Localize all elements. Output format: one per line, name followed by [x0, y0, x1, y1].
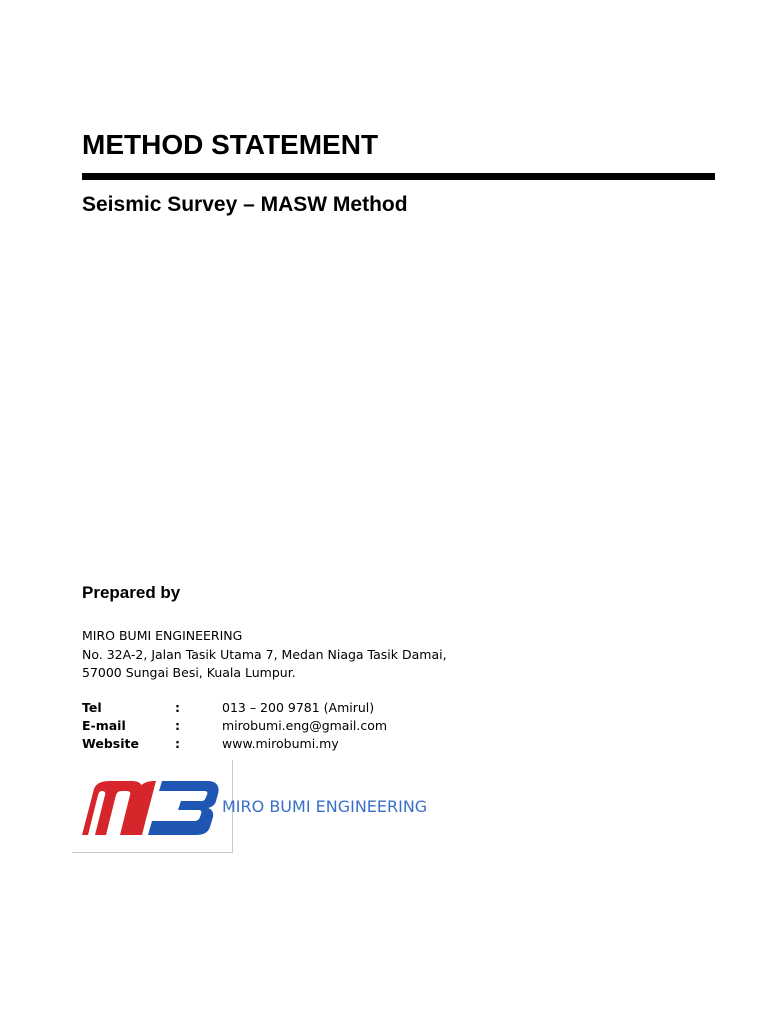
contact-value-tel: 013 – 200 9781 (Amirul) [222, 700, 375, 715]
company-address [82, 627, 447, 683]
document-subtitle: Seismic Survey – MASW Method [82, 193, 408, 216]
contact-row-email [82, 717, 387, 735]
contact-row-tel [82, 699, 387, 717]
contact-separator: : [175, 736, 180, 752]
address-street: No. 32A-2, Jalan Tasik Utama 7, Medan Niaga Tasik Damai, [82, 646, 447, 662]
contact-label-website: Website [82, 736, 139, 752]
contact-value-website: www.mirobumi.my [222, 736, 339, 752]
address-company-name: MIRO BUMI ENGINEERING [82, 628, 243, 643]
document-title: METHOD STATEMENT [82, 129, 379, 160]
mb-logo-icon [82, 779, 220, 837]
company-logo-frame [72, 760, 233, 853]
contact-details [82, 699, 387, 754]
contact-label-tel: Tel [82, 700, 102, 715]
address-city: 57000 Sungai Besi, Kuala Lumpur. [82, 665, 296, 680]
title-divider [82, 173, 715, 180]
contact-label-email: E-mail [82, 718, 126, 734]
contact-separator: : [175, 700, 180, 715]
logo-b-shape [148, 781, 219, 835]
contact-value-email: mirobumi.eng@gmail.com [222, 718, 388, 734]
contact-row-website [82, 735, 387, 753]
prepared-by-heading: Prepared by [82, 583, 181, 602]
company-name-logo-text: MIRO BUMI ENGINEERING [222, 797, 428, 816]
contact-separator: : [175, 718, 180, 734]
